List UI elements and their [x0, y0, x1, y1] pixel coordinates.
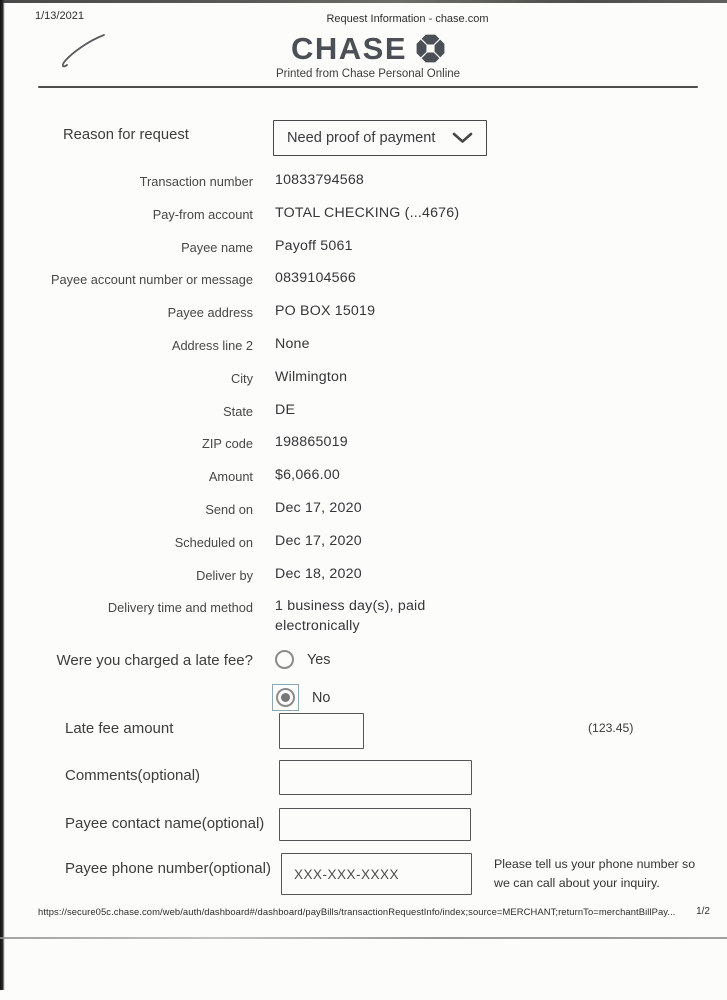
field-value: TOTAL CHECKING (...4676): [275, 204, 460, 221]
field-value: None: [275, 335, 310, 352]
field-row-zip-code: [38, 434, 698, 467]
field-value: 0839104566: [275, 270, 356, 287]
radio-focus-outline: [272, 684, 299, 711]
field-row-deliver-by: [38, 566, 698, 599]
print-footer-url: https://secure05c.chase.com/web/auth/dashboard#/dashboard/payBills/transactionRequestInfo/index;source=MERCHANT;returnTo=merchantBillPay...: [38, 906, 676, 917]
scan-edge-top: [0, 0, 727, 3]
field-label: Send on: [205, 501, 253, 517]
field-label: ZIP code: [202, 436, 253, 452]
chevron-down-icon: [452, 132, 473, 144]
field-row-scheduled-on: [38, 533, 698, 566]
field-label: State: [223, 403, 253, 419]
chase-octagon-icon: [416, 34, 445, 63]
late-fee-yes-label: Yes: [307, 651, 331, 668]
reason-dropdown-value: Need proof of payment: [287, 130, 436, 146]
field-row-payee-address: [38, 303, 698, 336]
reason-label: Reason for request: [63, 127, 189, 143]
chase-wordmark: CHASE: [290, 31, 407, 66]
field-value: Dec 17, 2020: [275, 499, 362, 516]
late-fee-no-label: No: [312, 689, 331, 706]
late-fee-amount-row: [38, 713, 698, 753]
field-label: City: [230, 370, 253, 386]
brand-header: [38, 33, 698, 80]
field-value: 198865019: [275, 434, 348, 451]
field-row-pay-from-account: [38, 205, 698, 238]
field-label: Deliver by: [196, 567, 253, 583]
late-fee-amount-input[interactable]: [279, 713, 364, 749]
payee-phone-input[interactable]: [281, 853, 472, 895]
comments-row: [38, 760, 698, 800]
print-footer: [38, 906, 710, 917]
field-value: Dec 17, 2020: [275, 532, 362, 549]
field-label: Amount: [208, 469, 253, 485]
field-value: $6,066.00: [275, 467, 340, 484]
late-fee-question-label: Were you charged a late fee?: [56, 652, 253, 670]
payee-phone-row: [38, 853, 698, 899]
field-value: DE: [275, 401, 296, 418]
field-row-address-line-2: [38, 336, 698, 369]
payee-contact-name-label: Payee contact name(optional): [65, 815, 265, 832]
comments-input[interactable]: [279, 760, 472, 795]
payee-phone-note: Please tell us your phone number so we can call about your inquiry.: [494, 857, 696, 891]
brand-tagline: Printed from Chase Personal Online: [275, 68, 461, 80]
field-row-payee-name: [38, 238, 698, 271]
field-label: Scheduled on: [174, 534, 253, 550]
field-row-state: [38, 402, 698, 435]
field-row-delivery-time-method: [38, 598, 698, 650]
field-row-send-on: [38, 500, 698, 533]
scan-edge-left: [0, 0, 5, 990]
transaction-detail-fields: [38, 172, 698, 718]
field-label: Delivery time and method: [107, 600, 253, 616]
late-fee-yes-radio[interactable]: [275, 650, 294, 669]
payee-phone-label: Payee phone number(optional): [65, 860, 271, 877]
late-fee-amount-hint: (123.45): [588, 721, 634, 735]
header-divider: [38, 86, 698, 88]
field-row-payee-account-number: [38, 270, 698, 303]
print-doc-title: Request Information - chase.com: [326, 13, 489, 25]
scan-artifact-line: [0, 937, 727, 939]
field-value: Dec 18, 2020: [275, 565, 362, 582]
field-label: Transaction number: [139, 174, 253, 189]
comments-label: Comments(optional): [65, 767, 201, 784]
field-value: PO BOX 15019: [275, 303, 376, 320]
field-label: Payee name: [181, 239, 253, 255]
print-date: 1/13/2021: [35, 10, 84, 22]
field-label: Payee address: [167, 305, 253, 321]
payee-contact-name-input[interactable]: [279, 808, 471, 841]
field-row-transaction-number: [38, 172, 698, 205]
field-row-city: [38, 369, 698, 402]
field-label: Payee account number or message: [50, 272, 253, 288]
field-row-amount: [38, 467, 698, 500]
late-fee-question-row: [38, 650, 698, 684]
field-value: Payoff 5061: [275, 237, 353, 254]
field-value: Wilmington: [275, 368, 348, 385]
print-page-indicator: 1/2: [696, 906, 710, 917]
late-fee-amount-label: Late fee amount: [65, 720, 174, 737]
reason-dropdown[interactable]: [273, 120, 487, 156]
field-value: 10833794568: [275, 172, 364, 188]
field-value: 1 business day(s), paid electronically: [275, 598, 426, 634]
late-fee-no-radio[interactable]: [276, 688, 295, 707]
field-label: Address line 2: [171, 337, 253, 353]
payee-contact-name-row: [38, 808, 698, 846]
field-label: Pay-from account: [152, 206, 253, 222]
